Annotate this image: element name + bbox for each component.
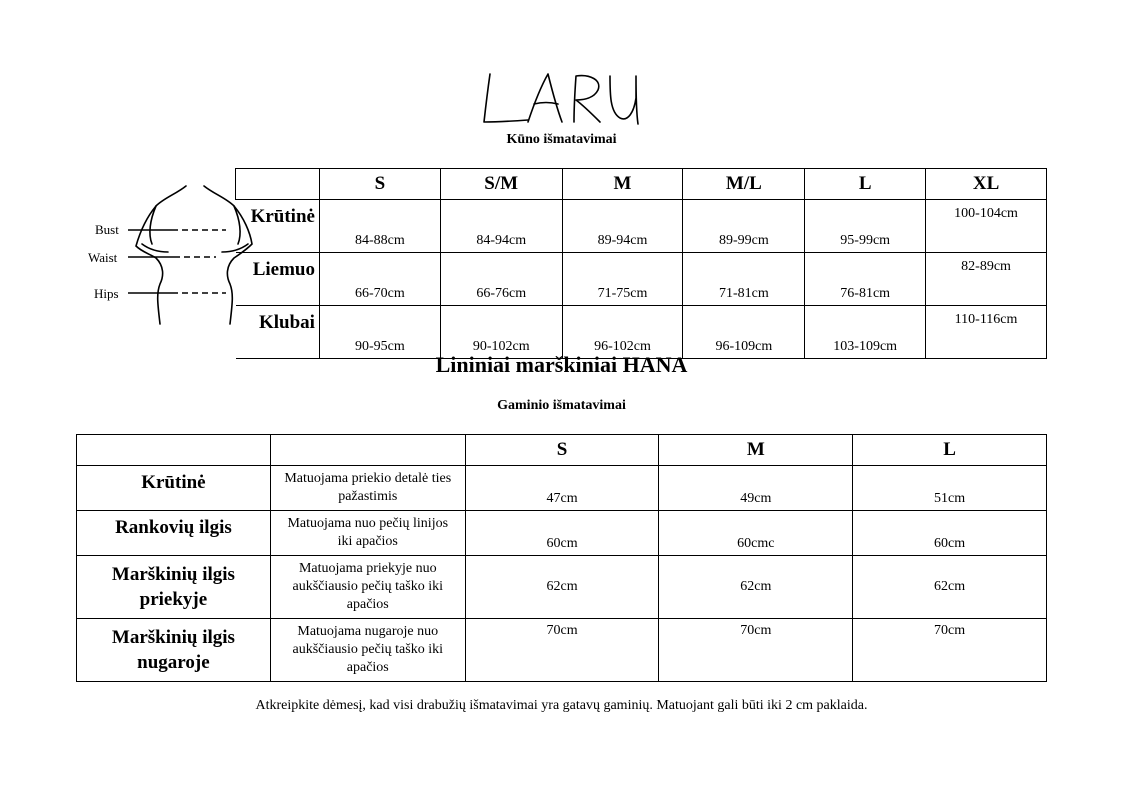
table-cell: 70cm <box>853 619 1047 682</box>
figure-label-waist: Waist <box>88 250 118 265</box>
table-cell: 62cm <box>853 556 1047 619</box>
measurement-description: Matuojama nugaroje nuo aukščiausio pečių taško iki apačios <box>270 619 465 682</box>
body-size-table <box>235 168 1047 359</box>
table-row <box>77 619 1047 682</box>
measurement-name: Krūtinė <box>77 466 271 511</box>
table-cell: 96-109cm <box>683 306 805 359</box>
disclaimer-note: Atkreipkite dėmesį, kad visi drabužių išmatavimai yra gatavų gaminių. Matuojant gali būti iki 2 cm paklaida. <box>255 698 868 713</box>
table-cell: 84-94cm <box>440 200 562 253</box>
table-cell: 47cm <box>465 466 659 511</box>
table-cell: 70cm <box>659 619 853 682</box>
size-header: XL <box>926 169 1047 200</box>
table-cell: 62cm <box>465 556 659 619</box>
header-blank-cell <box>270 435 465 466</box>
table-cell: 51cm <box>853 466 1047 511</box>
product-size-table <box>76 434 1047 682</box>
table-cell: 70cm <box>465 619 659 682</box>
table-row <box>236 200 1047 253</box>
brand-logo <box>470 68 650 130</box>
table-cell: 60cm <box>465 511 659 556</box>
table-cell: 60cmc <box>659 511 853 556</box>
table-cell: 66-76cm <box>440 253 562 306</box>
table-cell: 71-81cm <box>683 253 805 306</box>
table-header-row <box>77 435 1047 466</box>
table-cell: 76-81cm <box>805 253 926 306</box>
table-cell: 82-89cm <box>926 253 1047 306</box>
row-label: Liemuo <box>236 253 320 306</box>
size-header: M <box>659 435 853 466</box>
table-cell: 71-75cm <box>562 253 683 306</box>
header-blank-cell <box>236 169 320 200</box>
table-row <box>77 511 1047 556</box>
row-label: Klubai <box>236 306 320 359</box>
size-header: L <box>853 435 1047 466</box>
figure-label-hips: Hips <box>94 286 119 301</box>
size-header: M <box>562 169 683 200</box>
measurement-description: Matuojama priekyje nuo aukščiausio pečių taško iki apačios <box>270 556 465 619</box>
measurement-name: Marškinių ilgis nugaroje <box>77 619 271 682</box>
table-cell: 100-104cm <box>926 200 1047 253</box>
body-measurements-title: Kūno išmatavimai <box>506 132 617 147</box>
size-header: S <box>319 169 440 200</box>
size-header: S <box>465 435 659 466</box>
table-cell: 103-109cm <box>805 306 926 359</box>
table-cell: 66-70cm <box>319 253 440 306</box>
table-cell: 62cm <box>659 556 853 619</box>
table-cell: 89-94cm <box>562 200 683 253</box>
measurement-name: Rankovių ilgis <box>77 511 271 556</box>
product-measurements-title: Gaminio išmatavimai <box>497 398 626 413</box>
table-cell: 95-99cm <box>805 200 926 253</box>
table-cell: 84-88cm <box>319 200 440 253</box>
table-cell: 110-116cm <box>926 306 1047 359</box>
table-cell: 60cm <box>853 511 1047 556</box>
row-label: Krūtinė <box>236 200 320 253</box>
measurement-description: Matuojama nuo pečių linijos iki apačios <box>270 511 465 556</box>
measurement-description: Matuojama priekio detalė ties pažastimis <box>270 466 465 511</box>
table-cell: 96-102cm <box>562 306 683 359</box>
table-cell: 90-95cm <box>319 306 440 359</box>
table-header-row <box>236 169 1047 200</box>
figure-label-bust: Bust <box>95 222 119 237</box>
size-header: M/L <box>683 169 805 200</box>
table-row <box>236 306 1047 359</box>
table-cell: 49cm <box>659 466 853 511</box>
measurement-name: Marškinių ilgis priekyje <box>77 556 271 619</box>
size-header: S/M <box>440 169 562 200</box>
size-header: L <box>805 169 926 200</box>
product-title: Lininiai marškiniai HANA <box>435 352 688 377</box>
table-row <box>236 253 1047 306</box>
table-row <box>77 466 1047 511</box>
table-cell: 89-99cm <box>683 200 805 253</box>
table-cell: 90-102cm <box>440 306 562 359</box>
table-row <box>77 556 1047 619</box>
header-blank-cell <box>77 435 271 466</box>
